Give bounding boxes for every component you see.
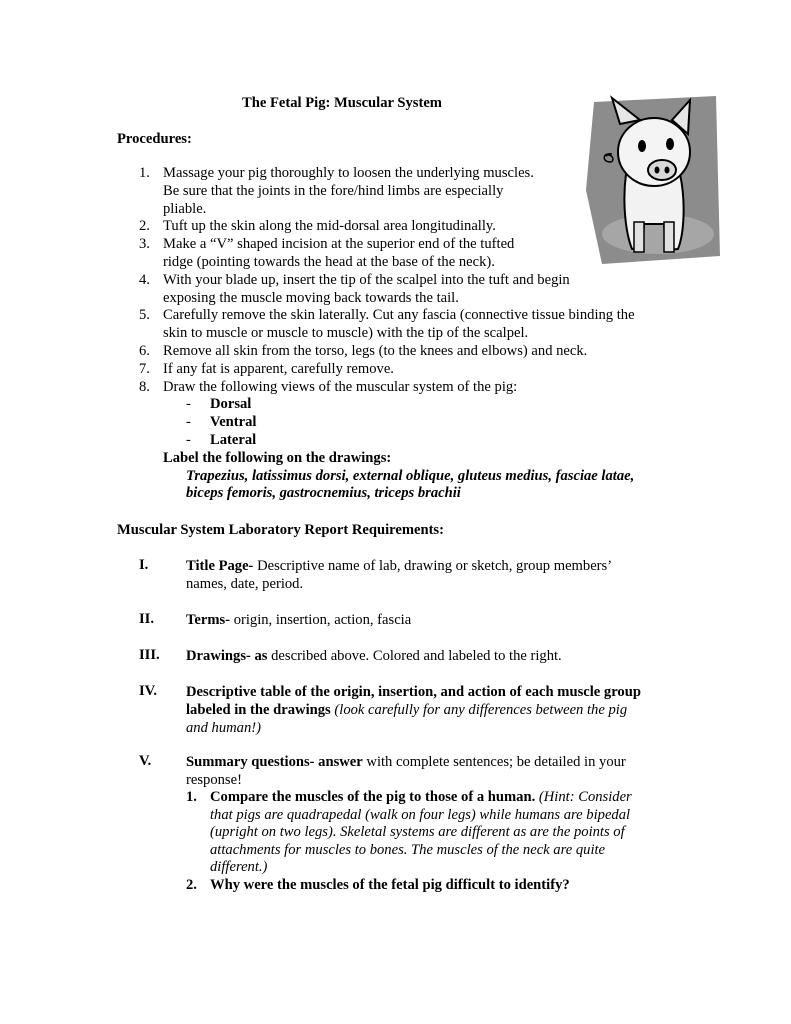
list-item xyxy=(139,361,699,379)
roman-numeral: I. xyxy=(139,557,149,573)
procedures-heading: Procedures: xyxy=(117,131,192,147)
requirement-desc: names, date, period. xyxy=(186,576,304,592)
step-text: ridge (pointing towards the head at the base of the neck). xyxy=(163,253,495,270)
list-item xyxy=(139,307,699,343)
views-list xyxy=(163,396,699,449)
view-label: Lateral xyxy=(210,431,257,448)
requirement-note: (look carefully for any differences between the pig xyxy=(330,702,628,718)
requirement-label: Terms- xyxy=(186,612,231,628)
step-text: If any fat is apparent, carefully remove. xyxy=(163,360,394,377)
step-number: 4. xyxy=(139,271,150,288)
muscle-terms: Trapezius, latissimus dorsi, external oblique, gluteus medius, fasciae latae, xyxy=(186,467,635,484)
step-number: 8. xyxy=(139,378,150,395)
question-prompt: Why were the muscles of the fetal pig difficult to identify? xyxy=(210,877,570,893)
list-item xyxy=(186,414,699,432)
roman-numeral: III. xyxy=(139,647,160,663)
roman-numeral: V. xyxy=(139,753,152,769)
question-number: 2. xyxy=(186,877,197,893)
view-label: Dorsal xyxy=(210,396,252,413)
question-hint: (upright on two legs). Skeletal systems are different as are the points of xyxy=(210,824,625,841)
requirement-desc: response! xyxy=(186,772,242,788)
step-text: Carefully remove the skin laterally. Cut any fascia (connective tissue binding the xyxy=(163,307,635,324)
requirement-desc: described above. Colored and labeled to the right. xyxy=(267,648,562,664)
question-hint: different.) xyxy=(210,859,268,876)
step-text: skin to muscle or muscle to muscle) with the tip of the scalpel. xyxy=(163,325,529,342)
step-number: 2. xyxy=(139,218,150,235)
step-text: exposing the muscle moving back towards the tail. xyxy=(163,289,459,306)
report-heading: Muscular System Laboratory Report Requirements: xyxy=(117,522,444,538)
question-number: 1. xyxy=(186,789,197,805)
step-number: 1. xyxy=(139,165,150,181)
list-item xyxy=(139,379,699,504)
step-number: 6. xyxy=(139,342,150,359)
step-number: 7. xyxy=(139,360,150,377)
roman-numeral: II. xyxy=(139,611,155,627)
list-item xyxy=(139,236,699,272)
step-text: Draw the following views of the muscular system of the pig: xyxy=(163,378,518,395)
requirement-label: Drawings- as xyxy=(186,648,268,664)
question-hint: that pigs are quadrapedal (walk on four legs) while humans are bipedal xyxy=(210,806,631,823)
question-prompt: Compare the muscles of the pig to those of a human. xyxy=(210,789,536,805)
requirement-label: Summary questions- answer xyxy=(186,754,363,770)
list-item xyxy=(186,432,699,450)
requirement-text xyxy=(186,753,686,789)
requirement-desc: origin, insertion, action, fascia xyxy=(230,612,412,628)
step-text: Remove all skin from the torso, legs (to the knees and elbows) and neck. xyxy=(163,342,588,359)
step-text: Massage your pig thoroughly to loosen the underlying muscles. xyxy=(163,165,534,181)
bullet-dash: - xyxy=(186,431,191,448)
step-text: Tuft up the skin along the mid-dorsal area longitudinally. xyxy=(163,218,496,235)
step-text: Make a “V” shaped incision at the superior end of the tufted xyxy=(163,236,515,253)
list-item xyxy=(139,218,699,236)
requirement-text xyxy=(186,647,686,665)
list-item xyxy=(139,343,699,361)
step-text: pliable. xyxy=(163,200,207,217)
bullet-dash: - xyxy=(186,396,191,413)
label-heading: Label the following on the drawings: xyxy=(163,449,392,466)
requirement-text xyxy=(186,611,686,629)
muscle-terms: biceps femoris, gastrocnemius, triceps brachii xyxy=(186,485,461,502)
list-item xyxy=(139,272,699,308)
view-label: Ventral xyxy=(210,414,257,431)
step-text: Be sure that the joints in the fore/hind limbs are especially xyxy=(163,182,504,199)
list-item xyxy=(139,165,699,218)
question-hint: attachments for muscles to bones. The muscles of the neck are quite xyxy=(210,841,606,858)
requirement-label: Title Page- xyxy=(186,558,254,574)
requirement-text xyxy=(186,683,686,737)
requirement-desc: with complete sentences; be detailed in your xyxy=(362,754,626,770)
step-text: With your blade up, insert the tip of the scalpel into the tuft and begin xyxy=(163,271,570,288)
page-title: The Fetal Pig: Muscular System xyxy=(242,95,442,111)
requirement-label: Descriptive table of the origin, insertion, and action of each muscle group xyxy=(186,684,641,700)
step-number: 3. xyxy=(139,236,150,253)
requirement-note: and human!) xyxy=(186,720,261,736)
procedure-steps xyxy=(139,165,699,503)
requirement-label: labeled in the drawings xyxy=(186,702,331,718)
question-text xyxy=(210,789,632,877)
list-item xyxy=(186,396,699,414)
requirement-text xyxy=(186,557,686,593)
roman-numeral: IV. xyxy=(139,683,157,699)
requirement-desc: Descriptive name of lab, drawing or sketch, group members’ xyxy=(253,558,613,574)
bullet-dash: - xyxy=(186,414,191,431)
question-text xyxy=(210,877,570,895)
question-hint: (Hint: Consider xyxy=(535,789,632,805)
step-number: 5. xyxy=(139,307,150,324)
